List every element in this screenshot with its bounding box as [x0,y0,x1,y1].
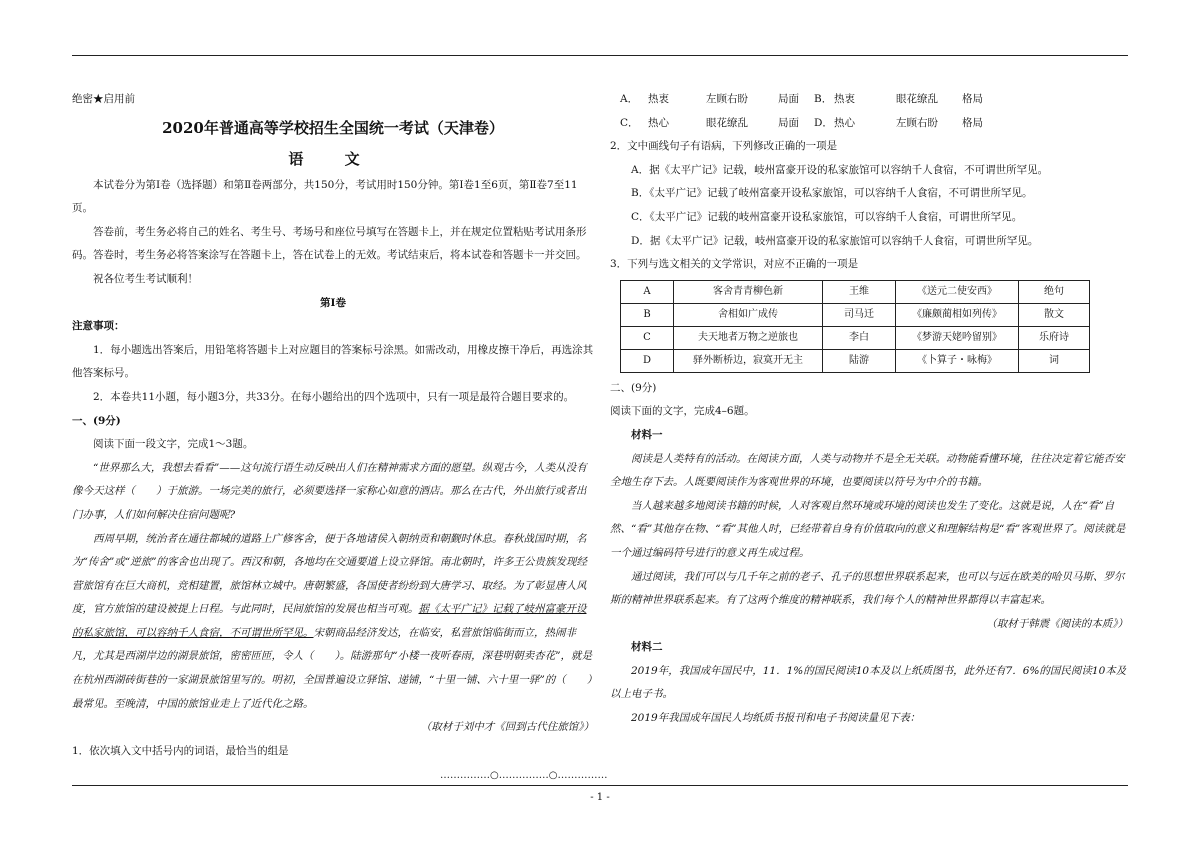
left-column [72,88,594,763]
table-row [621,326,1090,349]
question-1: 1．依次填入文中括号内的词语，最恰当的组是 [72,744,289,757]
option-word: 局面 [778,116,799,129]
table-cell: 舍相如广成传 [674,303,823,326]
q1-option-row [610,88,1128,112]
material-one-title: 材料一 [631,428,663,441]
secret-label: 绝密★启用前 [72,93,135,105]
bottom-rule [72,785,1128,786]
option-word: 热衷 [834,93,855,105]
top-rule [72,55,1128,56]
q1-option-row [610,112,1128,136]
table-cell: B [621,303,674,326]
section-one-heading: 一、(9分) [72,414,121,427]
exam-title: 2020年普通高等学校招生全国统一考试（天津卷） [162,118,504,137]
table-cell: 《送元二使安西》 [896,280,1019,303]
part-one-heading: 第Ⅰ卷 [320,296,346,309]
material-one-paragraph-1: 阅读是人类特有的活动。在阅读方面，人类与动物并不是全无关联。动物能看懂环境，往往决定着它能否安全地生存下去。人既要阅读作为客观世界的环境，也要阅读以符号为中介的书籍。 [610,452,1125,489]
option-key: C． [620,116,639,129]
underlined-sentence: 据《太平广记》记载了岐州富豪开设的私家旅馆，可以容纳千人食宿，不可谓世所罕见。 [72,603,587,639]
table-cell: 驿外断桥边，寂寞开无主 [674,349,823,372]
option-word: 热心 [834,116,855,129]
table-cell: 词 [1019,349,1090,372]
option-key: B． [814,93,833,105]
table-cell: 乐府诗 [1019,326,1090,349]
question-2: 2．文中画线句子有语病，下列修改正确的一项是 [610,140,838,153]
notice-1: 1．每小题选出答案后，用铅笔将答题卡上对应题目的答案标号涂黑。如需改动，用橡皮擦干净后，再选涂其他答案标号。 [72,343,594,380]
option-key: D． [814,116,833,129]
table-cell: 陆游 [823,349,896,372]
q2-option-c: C．《太平广记》记载的岐州富豪开设私家旅馆，可以容纳千人食宿，可谓世所罕见。 [631,210,1023,223]
binding-line-mark: ……………○……………○…………… [440,770,608,781]
subject-title: 语 文 [288,149,378,168]
material-two-paragraph-2: 2019年我国成年国民人均纸质书报刊和电子书阅读量见下表： [631,712,921,725]
passage-text: 西周早期，统治者在通往都城的道路上广修客舍，便于各地诸侯入朝纳贡和朝觐时休息。春秋战国时期，名为“传舍”或“逆旅”的客舍也出现了。西汉和朝，各地均在交通要道上设立驿馆。南北朝时，许多王公贵族发现经营旅馆有在巨大商机，竞相建置，旅馆林立城中。唐朝繁盛，各国使者纷纷到大唐学习、取经。为了彰显唐人风度，官方旅馆的建设被提上日程。与此同时，民间旅馆的发展也相当可观。 [72,532,587,616]
table-cell: 王维 [823,280,896,303]
notice-title: 注意事项： [72,320,125,333]
material-one-source: （取材于韩震《阅读的本质》） [986,617,1128,630]
q2-option-a: A．据《太平广记》记载，岐州富豪开设的私家旅馆可以容纳千人食宿，不可谓世所罕见。 [631,163,1049,176]
page-number: - 1 - [590,792,610,803]
table-row [621,349,1090,372]
option-word: 左顾右盼 [896,116,938,129]
section-one-intro: 阅读下面一段文字，完成1～3题。 [93,438,254,451]
material-one-paragraph-3: 通过阅读，我们可以与几千年之前的老子、孔子的思想世界联系起来，也可以与远在欧美的哈贝马斯、罗尔斯的精神世界联系起来。有了这两个维度的精神联系，我们每个人的精神世界都得以丰富起来。 [610,570,1125,607]
passage-text: 宋朝商品经济发达，在临安，私营旅馆临街而立，热闹非凡，尤其是西湖岸边的湖景旅馆，密密匝匝，令人（ ）。陆游那句“小楼一夜听春雨，深巷明朝卖杏花”，就是在杭州西湖砖街巷的一家湖景旅馆里写的。明初，全国普遍设立驿馆、递铺，“十里一铺、六十里一驿”的（ ）最常见。至晚清，中国的旅馆业走上了近代化之路。 [72,626,592,710]
table-cell: C [621,326,674,349]
table-cell: 夫天地者万物之逆旅也 [674,326,823,349]
table-cell: 司马迁 [823,303,896,326]
material-one-paragraph-2: 当人越来越多地阅读书籍的时候，人对客观自然环境或环境的阅读也发生了变化。这就是说，人在“看”自然、“看”其他存在物、“看”其他人时，已经带着自身有价值取向的意义和理解结构是“看”客观世界了。阅读就是一个通过编码符号进行的意义再生成过程。 [610,499,1126,559]
table-cell: 李白 [823,326,896,349]
passage-paragraph-2 [72,528,594,717]
table-row [621,280,1090,303]
table-cell: 《梦游天姥吟留别》 [896,326,1019,349]
table-cell: 散文 [1019,303,1090,326]
table-cell: A [621,280,674,303]
option-word: 眼花缭乱 [706,116,748,129]
passage-paragraph-1: “世界那么大，我想去看看”——这句流行语生动反映出人们在精神需求方面的愿望。纵观古今，人类从没有像今天这样（ ）于旅游。一场完美的旅行，必须要选择一家称心如意的酒店。那么在古代，外出旅行或者出门办事，人们如何解决住宿问题呢? [72,461,587,521]
intro-paragraph-2: 答卷前，考生务必将自己的姓名、考生号、考场号和座位号填写在答题卡上，并在规定位置粘贴考试用条形码。答卷时，考生务必将答案涂写在答题卡上，答在试卷上的无效。考试结束后，将本试卷和答题卡一并交回。 [72,225,587,262]
intro-paragraph-1: 本试卷分为第Ⅰ卷（选择题）和第Ⅱ卷两部分，共150分，考试用时150分钟。第Ⅰ卷1至6页，第Ⅱ卷7至11页。 [72,178,578,215]
table-cell: 绝句 [1019,280,1090,303]
option-key: A． [620,93,639,105]
q2-option-d: D．据《太平广记》记载，岐州富豪开设的私家旅馆可以容纳千人食宿，可谓世所罕见。 [631,234,1039,247]
option-word: 局面 [778,93,799,105]
material-two-title: 材料二 [631,641,663,654]
option-word: 格局 [962,116,983,129]
material-two-paragraph-1: 2019年，我国成年国民中，11．1%的国民阅读10本及以上纸质图书，此外还有7．6%的国民阅读10本及以上电子书。 [610,664,1127,701]
table-cell: 《卜算子・咏梅》 [896,349,1019,372]
table-cell: D [621,349,674,372]
option-word: 眼花缭乱 [896,93,938,105]
section-two-heading: 二、(9分) [610,381,657,394]
option-word: 热心 [648,116,669,129]
section-two-intro: 阅读下面的文字，完成4–6题。 [610,405,755,418]
literature-table [620,280,1090,373]
right-column [610,88,1128,731]
option-word: 格局 [962,93,983,105]
option-word: 热衷 [648,93,669,105]
q2-option-b: B．《太平广记》记载了岐州富豪开设私家旅馆，可以容纳千人食宿，不可谓世所罕见。 [631,187,1033,200]
intro-paragraph-3: 祝各位考生考试顺利！ [93,272,198,285]
table-cell: 《廉颇蔺相如列传》 [896,303,1019,326]
question-3: 3．下列与选文相关的文学常识，对应不正确的一项是 [610,258,859,271]
option-word: 左顾右盼 [706,93,748,105]
table-cell: 客舍青青柳色新 [674,280,823,303]
passage-source: （取材于刘中才《回到古代住旅馆》） [420,721,594,734]
table-row [621,303,1090,326]
notice-2: 2．本卷共11小题，每小题3分，共33分。在每小题给出的四个选项中，只有一项是最符合题目要求的。 [93,390,575,403]
